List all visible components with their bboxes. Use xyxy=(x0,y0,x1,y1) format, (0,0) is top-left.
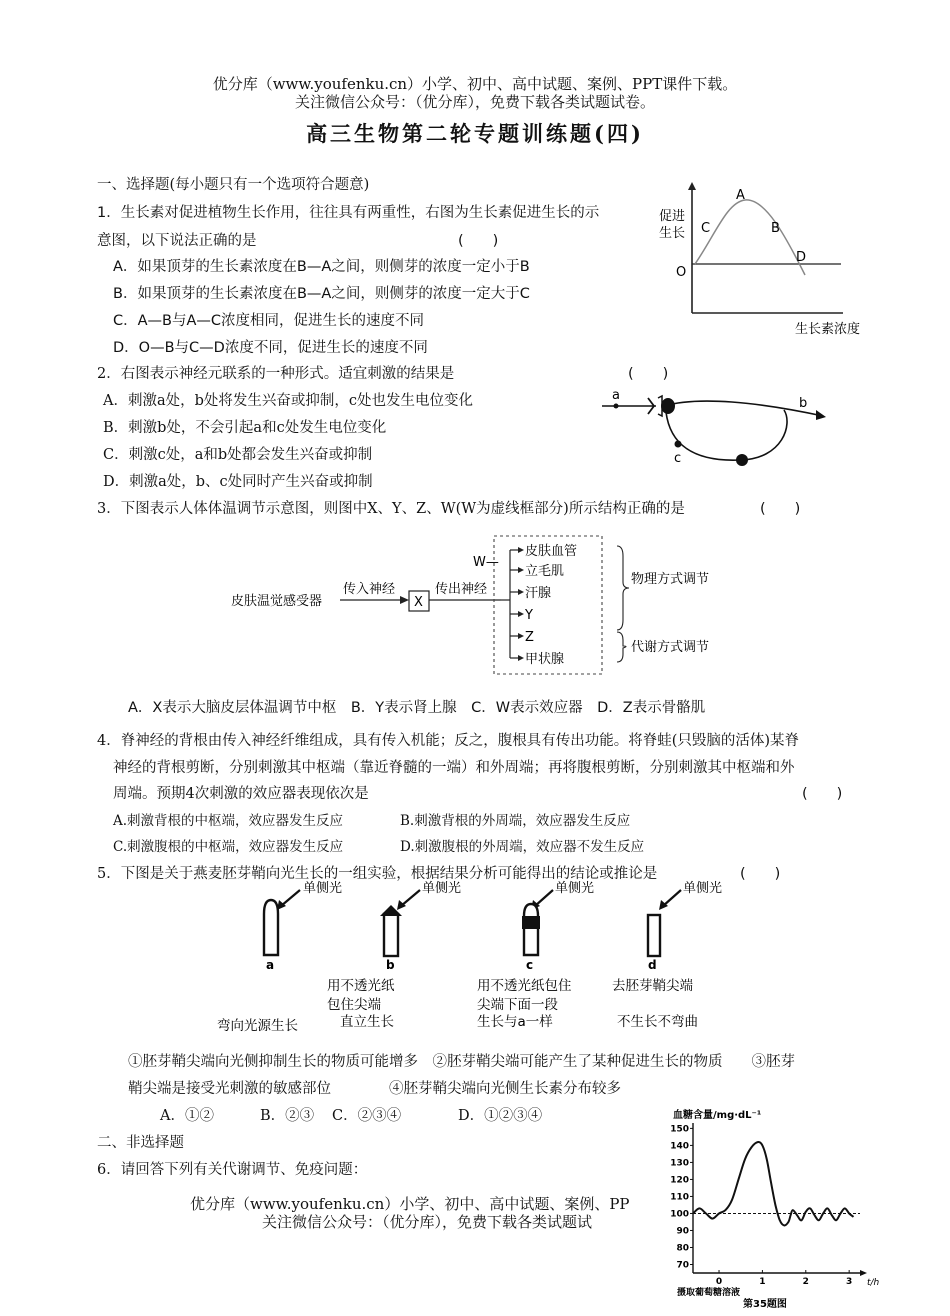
y-label-2: 生长 xyxy=(659,226,686,241)
light-arrow-b xyxy=(401,890,420,906)
y-tick-label-6: 90 xyxy=(676,1226,689,1237)
sleeve-c xyxy=(522,916,540,929)
afferent-arrowhead xyxy=(400,596,409,604)
coleoptile-c xyxy=(524,904,538,955)
section-2-heading: 二、非选择题 xyxy=(97,1135,184,1151)
loop-axon xyxy=(666,410,787,460)
section-1-heading: 一、选择题(每小题只有一个选项符合题意) xyxy=(97,177,370,193)
q2-option-d: D．刺激a处，b、c处同时产生兴奋或抑制 xyxy=(103,474,373,490)
q3-thermoregulation-diagram xyxy=(225,530,745,680)
d-note: 去胚芽鞘尖端 xyxy=(612,978,693,994)
y-tick-label-7: 80 xyxy=(676,1243,689,1254)
efferent-label: 传出神经 xyxy=(435,582,488,597)
coleoptile-a xyxy=(264,900,278,955)
point-b-label: B xyxy=(771,221,780,236)
y-label-1: 促进 xyxy=(659,209,686,224)
q5-option-b: B．②③ xyxy=(260,1108,315,1124)
x-tick-label-1: 1 xyxy=(759,1277,766,1287)
physical-label: 物理方式调节 xyxy=(631,572,710,587)
q5-statement-2: 鞘尖端是接受光刺激的敏感部位 ④胚芽鞘尖端向光侧生长素分布较多 xyxy=(128,1081,621,1097)
receptor-label: 皮肤温觉感受器 xyxy=(231,594,323,609)
q2-option-c: C．刺激c处，a和b处都会发生兴奋或抑制 xyxy=(103,447,373,463)
q4-option-d: D.刺激腹根的外周端，效应器不发生反应 xyxy=(400,839,645,855)
x-label: X xyxy=(414,595,423,610)
afferent-label: 传入神经 xyxy=(343,582,396,597)
point-a xyxy=(614,404,619,409)
footer-line-2: 关注微信公众号：（优分库），免费下载各类试题试 xyxy=(262,1213,593,1231)
q5-coleoptile-figure xyxy=(215,878,755,1033)
chart-caption: 第35题图 xyxy=(743,1299,787,1310)
q5-option-a: A．①② xyxy=(160,1108,214,1124)
q2-neuron-diagram xyxy=(598,384,830,476)
physical-brace xyxy=(617,546,629,630)
x-tick-label-0: 0 xyxy=(715,1277,723,1287)
q1-growth-graph xyxy=(655,180,880,340)
branch-item-3: Y xyxy=(525,608,533,623)
q2-option-a: A．刺激a处，b处将发生兴奋或抑制，c处也发生电位变化 xyxy=(103,393,474,409)
q2-answer-paren: ( ) xyxy=(628,366,669,382)
q1-option-d: D．O—B与C—D浓度不同，促进生长的速度不同 xyxy=(113,340,428,356)
q2-option-b: B．刺激b处，不会引起a和c处发生电位变化 xyxy=(103,420,387,436)
arrow-b xyxy=(816,410,826,420)
light-label-a: 单侧光 xyxy=(303,881,343,896)
q3-options: A．X表示大脑皮层体温调节中枢 B．Y表示肾上腺 C．W表示效应器 D．Z表示骨骼肌 xyxy=(128,700,706,716)
neuron-body-1 xyxy=(661,398,675,414)
chart-title: 血糖含量/mg·dL⁻¹ xyxy=(673,1110,762,1121)
q2-stem: 2．右图表示神经元联系的一种形式。适宜刺激的结果是 xyxy=(97,366,455,382)
branch-item-4: Z xyxy=(525,630,534,645)
q5-stem: 5．下图是关于燕麦胚芽鞘向光生长的一组实验，根据结果分析可能得出的结论或推论是 xyxy=(97,866,658,882)
b-note-1: 用不透光纸 xyxy=(327,978,395,994)
q1-answer-paren: ( ) xyxy=(458,233,499,249)
q4-line-2: 神经的背根剪断，分别刺激其中枢端（靠近脊髓的一端）和外周端；再将腹根剪断，分别刺激其中枢端和外 xyxy=(113,760,795,776)
q1-option-c: C．A—B与A—C浓度相同，促进生长的速度不同 xyxy=(113,313,425,329)
q5-answer-paren: ( ) xyxy=(740,866,781,882)
branch-arrowhead-5 xyxy=(518,655,524,661)
coleoptile-d xyxy=(648,915,660,956)
light-label-b: 单侧光 xyxy=(422,881,462,896)
coleoptile-b xyxy=(384,914,398,956)
q6-stem: 6．请回答下列有关代谢调节、免疫问题： xyxy=(97,1162,368,1178)
y-tick-label-4: 110 xyxy=(670,1192,689,1203)
q1-stem-1: 1．生长素对促进植物生长作用，往往具有两重性，右图为生长素促进生长的示 xyxy=(97,205,600,221)
label-c: c xyxy=(526,958,534,972)
q5-statement-1: ①胚芽鞘尖端向光侧抑制生长的物质可能增多 ②胚芽鞘尖端可能产生了某种促进生长的物质 ③胚芽 xyxy=(128,1054,795,1070)
q3-answer-paren: ( ) xyxy=(760,501,801,517)
q1-option-a: A．如果顶芽的生长素浓度在B—A之间，则侧芽的浓度一定小于B xyxy=(113,259,530,275)
b-result: 直立生长 xyxy=(340,1014,394,1030)
c-note-1: 用不透光纸包住 xyxy=(477,978,572,994)
d-result: 不生长不弯曲 xyxy=(617,1014,698,1030)
point-a-label: A xyxy=(736,188,745,203)
y-tick-label-3: 120 xyxy=(670,1175,689,1186)
y-tick-label-8: 70 xyxy=(676,1260,689,1271)
light-arrow-d xyxy=(663,890,681,906)
branch-arrowhead-1 xyxy=(518,567,524,573)
y-axis-arrow xyxy=(688,182,696,190)
c-result: 生长与a一样 xyxy=(477,1014,553,1030)
branch-arrowhead-3 xyxy=(518,611,524,617)
metabolic-label: 代谢方式调节 xyxy=(631,640,710,655)
light-arrow-a xyxy=(281,890,300,906)
branch-item-2: 汗腺 xyxy=(525,586,552,601)
q1-option-b: B．如果顶芽的生长素浓度在B—A之间，则侧芽的浓度一定大于C xyxy=(113,286,530,302)
q4-option-b: B.刺激背根的外周端，效应器发生反应 xyxy=(400,813,631,829)
label-a: a xyxy=(266,958,275,972)
q4-option-a: A.刺激背根的中枢端，效应器发生反应 xyxy=(113,813,344,829)
chart-x-label: t/h xyxy=(867,1278,880,1288)
y-tick-label-0: 150 xyxy=(670,1124,689,1135)
y-ticks xyxy=(670,1124,693,1270)
branch-item-5: 甲状腺 xyxy=(525,652,565,667)
light-arrow-c xyxy=(535,890,553,906)
neuron-body-2 xyxy=(736,454,748,466)
header-line-1: 优分库（www.youfenku.cn）小学、初中、高中试题、案例、PPT课件下载。 xyxy=(212,75,738,93)
q4-line-3: 周端。预期4次刺激的效应器表现依次是 xyxy=(113,786,369,802)
point-c xyxy=(675,441,682,448)
label-a: a xyxy=(612,388,620,403)
x-label: 生长素浓度 xyxy=(795,322,861,337)
branch-arrowhead-0 xyxy=(518,547,524,553)
footer-line-1: 优分库（www.youfenku.cn）小学、初中、高中试题、案例、PP xyxy=(190,1195,630,1213)
w-label: W— xyxy=(473,555,499,570)
q5-option-d: D．①②③④ xyxy=(458,1108,543,1124)
label-d: d xyxy=(648,958,657,972)
y-tick-label-5: 100 xyxy=(670,1209,689,1220)
branch-arrowhead-4 xyxy=(518,633,524,639)
branch-arrowhead-2 xyxy=(518,589,524,595)
light-label-d: 单侧光 xyxy=(683,881,723,896)
point-c-label: C xyxy=(701,221,711,236)
q5-option-c: C．②③④ xyxy=(332,1108,402,1124)
q4-answer-paren: ( ) xyxy=(802,786,843,802)
label-b: b xyxy=(799,396,808,411)
label-c: c xyxy=(674,451,682,466)
page-title: 高三生物第二轮专题训练题(四) xyxy=(306,121,644,146)
light-label-c: 单侧光 xyxy=(555,881,595,896)
chart-series-glucose xyxy=(693,1142,854,1225)
label-b: b xyxy=(386,958,395,972)
q1-stem-2: 意图，以下说法正确的是 xyxy=(97,233,257,249)
c-note-2: 尖端下面一段 xyxy=(477,997,558,1013)
y-tick-label-1: 140 xyxy=(670,1141,689,1152)
chart-x-arrow xyxy=(860,1270,867,1276)
a-result: 弯向光源生长 xyxy=(217,1018,298,1033)
q4-line-1: 4．脊神经的背根由传入神经纤维组成，具有传入机能；反之，腹根具有传出功能。将脊蛙(只毁脑的活体)某脊 xyxy=(97,733,800,749)
header-line-2: 关注微信公众号：（优分库），免费下载各类试题试卷。 xyxy=(294,93,655,111)
branch-item-0: 皮肤血管 xyxy=(525,544,578,559)
blood-glucose-chart xyxy=(655,1105,885,1310)
y-tick-label-2: 130 xyxy=(670,1158,689,1169)
chart-x-note: 摄取葡萄糖溶液 xyxy=(677,1288,741,1298)
b-note-2: 包住尖端 xyxy=(327,997,381,1013)
point-d-label: D xyxy=(796,250,807,265)
x-tick-label-3: 3 xyxy=(846,1277,853,1287)
branch-item-1: 立毛肌 xyxy=(525,564,565,579)
metabolic-brace xyxy=(617,632,626,662)
q4-option-c: C.刺激腹根的中枢端，效应器发生反应 xyxy=(113,839,344,855)
origin-label: O xyxy=(676,265,687,280)
x-tick-label-2: 2 xyxy=(802,1277,809,1287)
q3-stem: 3．下图表示人体体温调节示意图，则图中X、Y、Z、W(W为虚线框部分)所示结构正确的是 xyxy=(97,501,685,517)
branch-items xyxy=(510,543,577,667)
